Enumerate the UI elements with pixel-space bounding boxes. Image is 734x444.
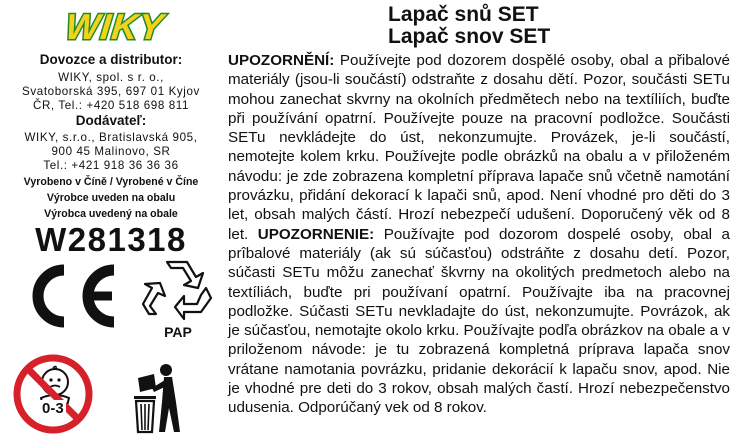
warning-cz-text: Používejte pod dozorem dospělé osoby, obal a přibalové materiály (jsou-li součástí) odstraňte z dosahu dětí. Pozor, součásti SETu mohou zanechat skvrny na okolních předmětech nebo na textíliích, buďte při používání opatrní. Používejte pouze na pracovní podložce. Součásti SETu nevkládejte do úst, nekonzumujte. Provázek, je-li součástí, nemotejte kolem krku. Používejte podle obrázků na obalu a v přiloženém návodu: je zde zobrazena kompletní příprava lapače snů včetně namotání provázku, přidání dekorací k lapači snů, apod. Není vhodné pro děti do 3 let, obsah malých částí. Hrozí nebezpečí udušení. Doporučený věk od 8 let. <box>228 52 730 243</box>
supplier-line: Tel.: +421 918 36 36 36 <box>43 159 179 172</box>
wiky-logo-text: WIKY <box>63 6 166 47</box>
warning-sk-label: UPOZORNENIE: <box>257 225 375 243</box>
origin-line: Výrobce uveden na obalu <box>46 192 176 204</box>
wiky-logo <box>58 6 176 46</box>
title-sk: Lapač snov SET <box>388 25 551 48</box>
importer-line: Svatoborská 395, 697 01 Kyjov <box>22 85 200 98</box>
importer-heading: Dovozce a distributor: <box>39 52 183 67</box>
ce-mark-icon <box>22 262 118 330</box>
left-info-column <box>0 0 222 444</box>
supplier-line: 900 45 Malinovo, SR <box>51 145 171 158</box>
importer-line: ČR, Tel.: +420 518 698 811 <box>32 99 189 112</box>
pap-label: PAP <box>164 324 192 340</box>
importer-line: WIKY, spol. s r. o., <box>58 71 164 84</box>
origin-line: Vyrobeno v Číně / Vyrobené v Číne <box>23 176 199 188</box>
title-cz: Lapač snů SET <box>388 3 539 26</box>
warning-body <box>228 51 730 418</box>
right-text-column <box>228 0 730 444</box>
supplier-heading: Dodávateľ: <box>75 113 147 128</box>
origin-line: Výrobca uvedený na obale <box>44 208 178 220</box>
product-code: W281318 <box>35 221 187 258</box>
supplier-line: WIKY, s.r.o., Bratislavská 905, <box>24 131 198 144</box>
no-small-children-icon <box>13 354 93 434</box>
warning-sk-text: Používajte pod dozorom dospelé osoby, obal a prîbalové materiály (ak sú súčasťou) odstráňte z dosahu detí. Pozor, súčasti SETu môžu zanechať škvrny na okolitých predmetoch alebo na textíliách, buďte pri používaní opatrní. Používajte iba na pracovnej podložke. Súčasti SETu nevkladajte do úst, nekonzumujte. Povrázok, ak je súčasťou, nemotajte okolo krku. Používajte podľa obrázkov na obale a v priloženom návode: je tu zobrazená kompletná príprava lapača snov vrátane namotania povrázku, pridanie dekorácií k lapaču snov, apod. Nie je vhodné pre deti do 3 rokov, obsah malých častí. Hrozí nebezpečenstvo udusenia. Odporúčaný vek od 8 rokov. <box>228 225 730 417</box>
recycle-icon <box>140 256 214 322</box>
age-label: 0-3 <box>42 400 64 417</box>
warning-cz-label: UPOZORNĚNÍ: <box>228 52 335 69</box>
dispose-in-bin-icon <box>120 362 210 440</box>
